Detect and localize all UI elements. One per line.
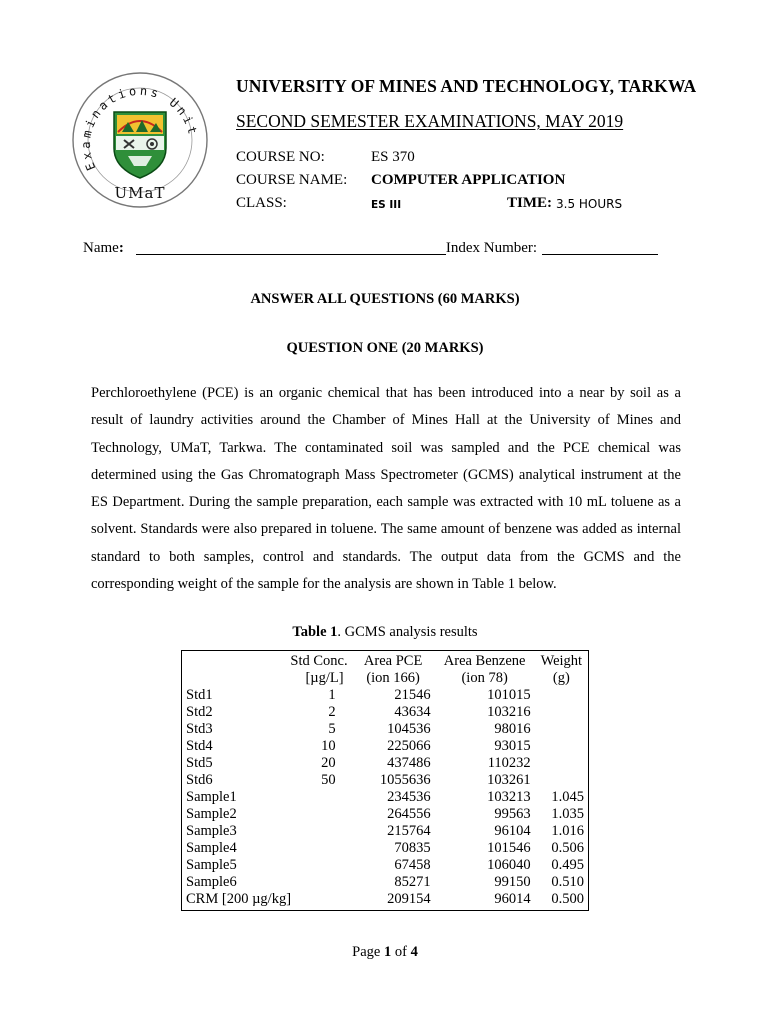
name-blank-field[interactable] (136, 240, 446, 255)
table-row: Std2 2 43634 103216 (186, 704, 531, 720)
course-no-value: ES 370 (371, 149, 415, 165)
table-row: Sample6 85271 99150 0.510 (186, 874, 584, 890)
index-number-blank-field[interactable] (542, 240, 658, 255)
question-title: QUESTION ONE (20 MARKS) (286, 340, 484, 356)
logo-bottom-text: UMaT (114, 184, 166, 202)
table-caption-label: Table 1 (292, 624, 338, 640)
index-number-label: Index Number: (445, 240, 538, 256)
col-header-sample (182, 651, 276, 688)
time-label: TIME: (507, 195, 552, 211)
table-row: Sample3 215764 96104 1.016 (186, 823, 584, 839)
table-row: Std5 20 437486 110232 (186, 755, 531, 771)
page-footer (0, 944, 770, 961)
of-word: of (394, 944, 407, 960)
table-row: CRM [200 µg/kg] 209154 96014 0.500 (186, 891, 584, 907)
table-row: Std3 5 104536 98016 (186, 721, 531, 737)
exam-title: SECOND SEMESTER EXAMINATIONS, MAY 2019 (236, 111, 624, 131)
table-caption (0, 624, 770, 641)
page-word: Page (352, 944, 381, 960)
course-no-label: COURSE NO: (236, 149, 325, 165)
col-header-weight: Weight (g) (540, 653, 583, 686)
table-row: Std1 1 21546 101015 (186, 687, 531, 703)
page-number: 1 (383, 944, 392, 960)
table-header-row (182, 651, 589, 688)
table-row: Sample1 234536 103213 1.045 (186, 789, 584, 805)
university-title: UNIVERSITY OF MINES AND TECHNOLOGY, TARKWA (236, 76, 697, 96)
table-row: Sample2 264556 99563 1.035 (186, 806, 584, 822)
table-row: Sample4 70835 101546 0.506 (186, 840, 584, 856)
student-info-line (83, 240, 658, 257)
page-total: 4 (410, 944, 418, 960)
col-header-area-benzene: Area Benzene (ion 78) (443, 653, 526, 686)
table-caption-text: . GCMS analysis results (337, 624, 478, 640)
question-paragraph: Perchloroethylene (PCE) is an organic chemical that has been introduced into a near by soil as a result of laundry activities around the Chamber of Mines Hall at the University of Mines and Technology, UMaT, Tarkwa. The contaminated soil was sampled and the PCE chemical was determined using the Gas Chromatograph Mass Spectrometer (GCMS) analytical instrument at the ES Department. During the sample preparation, each sample was extracted with 10 mL toluene as a solvent. Standards were also prepared in toluene. The same amount of benzene was added as internal standard to both samples, control and standards. The output data from the GCMS and the corresponding weight of the sample for the analysis are shown in Table 1 below. (91, 385, 681, 593)
class-value: ES III (371, 199, 402, 211)
table-row: Sample5 67458 106040 0.495 (186, 857, 584, 873)
course-name-label: COURSE NAME: (236, 172, 348, 188)
class-label: CLASS: (236, 195, 287, 211)
course-name-value: COMPUTER APPLICATION (371, 172, 566, 188)
table-row: Std6 50 1055636 103261 (186, 772, 531, 788)
name-colon: : (118, 240, 124, 256)
logo-ring-text: Examinations Unit (78, 83, 201, 173)
instructions: ANSWER ALL QUESTIONS (60 MARKS) (250, 291, 520, 307)
name-label: Name (83, 240, 119, 256)
umat-examinations-logo (70, 70, 210, 210)
gcms-results-table (181, 650, 589, 911)
table-row: Std4 10 225066 93015 (186, 738, 531, 754)
col-header-area-pce: Area PCE (ion 166) (363, 653, 423, 686)
time-value: 3.5 HOURS (556, 197, 623, 211)
col-header-std-conc: Std Conc. [µg/L] (290, 653, 348, 686)
